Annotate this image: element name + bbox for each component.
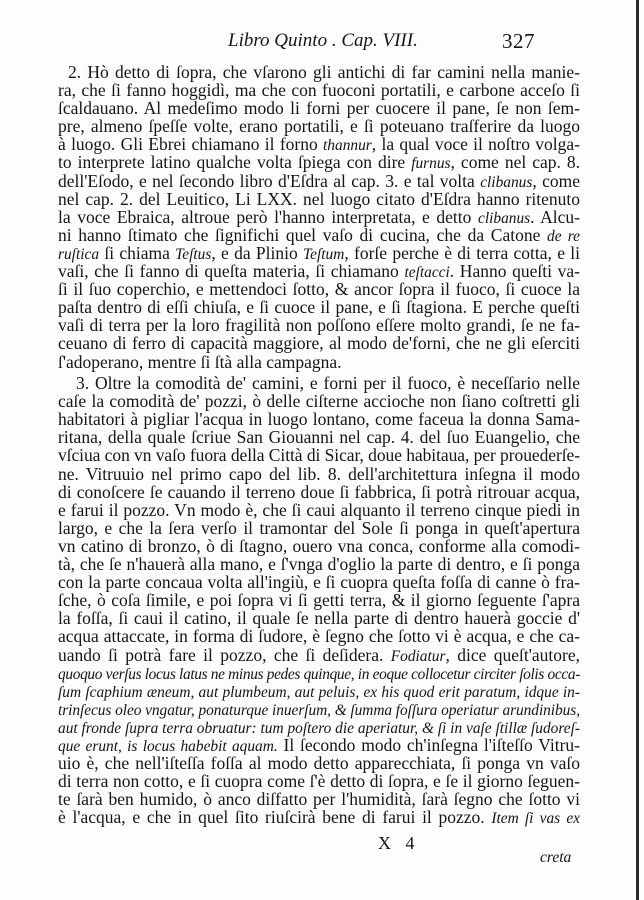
roman-text: ne. Vitruuio nel primo capo del lib. 8. dell'architettura inſegna il modo	[58, 463, 580, 484]
roman-text: di conoſcere ſe cauando il terreno doue ſi fabbrica, ſi potrà ritrouar acqua,	[58, 481, 580, 502]
text-line	[58, 790, 580, 808]
text-line-content	[58, 646, 580, 666]
roman-text: uando ſi potrà fare il pozzo, che ſi deſidera.	[58, 644, 391, 665]
text-line-content	[58, 280, 580, 298]
text-line	[58, 392, 580, 410]
text-line	[58, 808, 580, 826]
text-line	[58, 573, 580, 591]
text-line-content	[58, 117, 580, 135]
text-line-content	[58, 298, 580, 316]
text-line	[58, 501, 580, 519]
text-line-content	[58, 316, 580, 334]
text-line	[58, 334, 580, 352]
text-line	[58, 353, 580, 371]
text-line-content	[58, 682, 580, 702]
roman-text: ſche, ò coſa ſimile, e poi ſopra vi ſi getti terra, & il giorno ſeguente ſ'apra	[58, 590, 580, 611]
text-line	[58, 736, 580, 754]
text-line-content	[58, 772, 580, 790]
text-line	[58, 609, 580, 627]
roman-text: di terra non cotto, e ſi cuopra come ſ'è detto di ſopra, e ſe il giorno ſeguen-	[58, 771, 580, 792]
text-line	[58, 519, 580, 537]
italic-text: quoquo verſus locus latus ne minus pedes quinque, in eoque collocetur circiter ſolis occa-	[58, 665, 580, 683]
text-line	[58, 298, 580, 316]
italic-text: aut fronde ſupra terra obruatur: tum poſtero die aperiatur, & ſi in vaſe ſtillæ ſudoreſ-	[58, 719, 580, 737]
text-line	[58, 135, 580, 153]
roman-text: habitatori à pigliar l'acqua in luogo lontano, come faceua la donna Sama-	[58, 409, 580, 430]
roman-text: e farui il pozzo. Vn modo è, che ſi caui alquanto il terreno cinque piedi in	[58, 499, 580, 520]
roman-text: , come nel cap. 8.	[450, 152, 581, 173]
text-line-content	[58, 700, 580, 720]
italic-text: Item ſi vas ex	[491, 810, 580, 828]
text-line	[58, 226, 580, 244]
catchword: creta	[540, 849, 572, 866]
text-line	[58, 262, 580, 280]
roman-text: Il ſecondo modo ch'inſegna l'iſteſſo Vitru-	[277, 734, 580, 755]
text-line	[58, 374, 580, 392]
paragraph	[58, 374, 580, 826]
roman-text: ni hanno ſtimato che ſignifichi quel vaſo di cucina, che da Catone	[58, 224, 548, 245]
text-line	[58, 280, 580, 298]
paragraph	[58, 63, 580, 371]
text-line	[58, 537, 580, 555]
roman-text: te ſarà ben humido, ò anco diſfatto per l'humidità, ſarà ſegno che ſotto vi	[58, 789, 580, 810]
text-line-content	[58, 519, 580, 537]
text-line-content	[58, 392, 580, 410]
roman-text: 2. Hò detto di ſopra, che vſarono gli antichi di far camini nella manie-	[68, 62, 580, 82]
text-line	[58, 81, 580, 99]
text-line	[58, 190, 580, 208]
roman-text: ritana, della quale ſcriue San Giouanni nel cap. 4. del ſuo Euangelio, che	[58, 427, 580, 448]
roman-text: con la parte concaua volta all'ingiù, e ſi cuopra queſta foſſa di canne ò fra-	[58, 572, 580, 593]
text-line-content	[58, 754, 580, 772]
text-line-content	[58, 446, 580, 464]
text-line	[58, 772, 580, 790]
roman-text: largo, e che la ſera verſo il tramontar del Sole ſi ponga in queſt'apertura	[58, 517, 580, 538]
roman-text: pre, almeno ſpeſſe volte, erano portatili, e ſi poteuano traſferire da luogo	[58, 116, 580, 137]
italic-text: que erunt, is locus habebit aquam.	[58, 737, 278, 755]
roman-text: acqua attaccate, in forma di ſudore, è ſegno che ſotto vi è acqua, e che ca-	[58, 626, 580, 647]
text-line-content	[58, 609, 580, 627]
text-line	[58, 754, 580, 772]
text-line	[58, 172, 580, 190]
text-line	[58, 591, 580, 609]
text-line-content	[58, 81, 580, 99]
roman-text: ceuano di ferro di capacità maggiore, al modo de'forni, che ne gli eſerciti	[58, 333, 580, 354]
text-line-content	[68, 63, 580, 81]
roman-text: dell'Eſodo, e nel ſecondo libro d'Eſdra al cap. 3. e tal volta	[58, 170, 481, 191]
signature-mark: X 4	[378, 833, 415, 853]
italic-text: de re	[547, 227, 580, 245]
roman-text: vn catino di bronzo, ò di ſtagno, ouero vna conca, conforme alla comodi-	[58, 535, 580, 556]
roman-text: vaſi, che ſi fanno di queſta materia, ſi chiamano	[58, 261, 405, 282]
text-line	[58, 244, 580, 262]
roman-text: . Hanno queſti va-	[449, 261, 581, 282]
roman-text: à luogo. Gli Ebrei chiamano il forno	[58, 134, 324, 155]
text-line-content	[58, 790, 580, 808]
text-line	[58, 700, 580, 718]
text-line	[58, 627, 580, 645]
text-line-content	[58, 190, 580, 208]
text-line	[58, 682, 580, 700]
roman-text: uio è, che nell'iſteſſa foſſa al modo detto apparecchiata, ſi ponga vn vaſo	[58, 753, 580, 774]
roman-text: la voce Ebraica, altroue però l'hanno interpretata, e detto	[58, 206, 478, 227]
text-line	[58, 99, 580, 117]
text-line-content	[58, 664, 580, 684]
roman-text: vſciua con vn vaſo fuora della Città di Sicar, doue habitaua, per prouederſe-	[58, 445, 580, 466]
text-body	[58, 63, 580, 826]
text-line	[58, 483, 580, 501]
roman-text: . Alcu-	[530, 206, 580, 227]
roman-text: ſi il ſuo coperchio, e mettendoci ſotto, & ancor ſopra il fuoco, ſi cuoce la	[58, 279, 580, 300]
italic-text: furnus	[411, 155, 451, 173]
text-line	[58, 718, 580, 736]
roman-text: , la qual voce il noſtro volga-	[371, 134, 580, 155]
text-line-content	[58, 353, 342, 371]
italic-text: Teſtum	[303, 245, 345, 263]
italic-text: trinſecus oleo vngatur, ponaturque inuerſum, & ſumma foſſura operiatur arundinibus,	[58, 701, 580, 719]
roman-text: ra, che ſi fanno hoggidì, ma che con fuoconi portatili, e carbone acceſo ſi	[58, 80, 580, 101]
text-line	[58, 208, 580, 226]
text-line-content	[58, 410, 580, 428]
roman-text: ſi chiama	[99, 242, 176, 263]
text-line-content	[58, 428, 580, 446]
text-line-content	[58, 465, 580, 483]
text-line	[58, 153, 580, 171]
roman-text: , forſe perche è di terra cotta, e li	[344, 242, 580, 263]
roman-text: tà, che ſe n'hauerà alla mano, e ſ'vnga d'oglio la parte di dentro, e ſi ponga	[58, 554, 580, 575]
text-line	[58, 664, 580, 682]
roman-text: 3. Oltre la comodità de' camini, e forni per il fuoco, è neceſſario nelle	[76, 373, 580, 394]
text-line-content	[58, 573, 580, 591]
roman-text: to interprete latino qualche volta ſpiega con dire	[58, 152, 412, 173]
roman-text: ſ'adoperano, mentre ſi ſtà alla campagna.	[58, 351, 342, 372]
text-line	[58, 555, 580, 573]
italic-text: teſtacci	[404, 264, 450, 282]
text-line-content	[58, 537, 580, 555]
italic-text: ſum ſcaphium æneum, aut plumbeum, aut peluis, ex his quod erit paratum, idque in-	[58, 683, 580, 701]
roman-text: vaſi di terra per la loro fragilità non poſſono eſſere molto grandi, ſe ne fa-	[58, 315, 580, 336]
roman-text: la foſſa, ſi caui il catino, il quale ſe nella parte di dentro hauerà goccie d'	[58, 608, 580, 629]
text-line-content	[58, 591, 580, 609]
roman-text: , e da Plinio	[211, 242, 303, 263]
text-line	[58, 63, 580, 81]
text-line-content	[58, 808, 580, 828]
text-line	[58, 465, 580, 483]
roman-text: nel cap. 2. del Leuitico, Li LXX. nel luogo citato d'Eſdra hanno ritenuto	[58, 188, 580, 209]
text-line-content	[58, 99, 580, 117]
text-line	[58, 646, 580, 664]
italic-text: clibanus	[480, 173, 533, 191]
text-line-content	[76, 374, 580, 392]
text-line	[58, 117, 580, 135]
roman-text: è l'acqua, e che in quel ſito riuſcirà bene di farui il pozzo.	[58, 807, 492, 828]
page-number: 327	[502, 29, 535, 53]
roman-text: , come	[532, 170, 580, 191]
italic-text: ruſtica	[58, 245, 100, 263]
italic-text: thannur	[323, 137, 372, 155]
roman-text: paſta dentro di eſſi chiuſa, e ſi cuoce il pane, e ſi ſtagiona. E perche queſti	[58, 297, 580, 318]
roman-text: caſe la comodità de' pozzi, ò delle ciſterne accioche non ſiano coſtretti gli	[58, 391, 580, 412]
text-line	[58, 410, 580, 428]
text-line-content	[58, 627, 580, 645]
roman-text: , dice queſt'autore,	[445, 644, 581, 665]
italic-text: Fodiatur	[390, 647, 446, 665]
running-head: Libro Quinto . Cap. VIII.	[228, 30, 418, 51]
page-edge	[636, 0, 639, 900]
text-line	[58, 446, 580, 464]
text-line	[58, 316, 580, 334]
italic-text: Teſtus	[175, 245, 212, 263]
text-line-content	[58, 501, 580, 519]
text-line-content	[58, 555, 580, 573]
italic-text: clibanus	[478, 209, 531, 227]
text-line	[58, 428, 580, 446]
text-line-content	[58, 334, 580, 352]
text-line-content	[58, 483, 580, 501]
roman-text: ſcaldauano. Al medeſimo modo li forni per cuocere il pane, ſe non ſem-	[58, 98, 580, 119]
